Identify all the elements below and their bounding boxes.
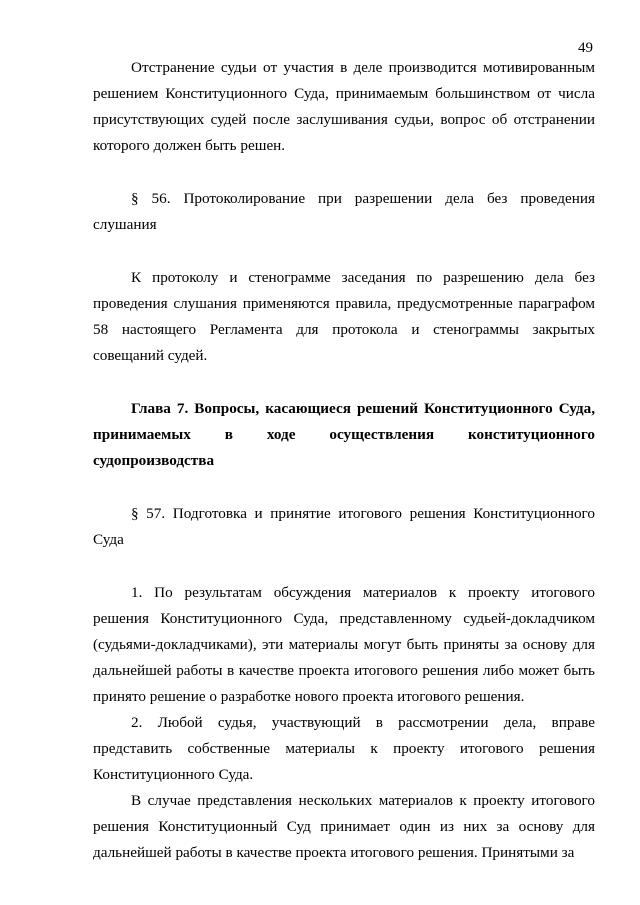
paragraph-protocol-rules: К протоколу и стенограмме заседания по разрешению дела без проведения слушания применяются правила, предусмотренные параграфом 58 настоящего Регламента для протокола и стенограммы закрытых совещаний судей.: [93, 269, 595, 364]
paragraph-recusal-decision: Отстранение судьи от участия в деле производится мотивированным решением Конституционного Суда, принимаемым большинством от числа присутствующих судей после заслушивания судьи, вопрос об отстранении которого должен быть решен.: [93, 59, 595, 154]
section-title-57: § 57. Подготовка и принятие итогового решения Конституционного Суда: [93, 505, 595, 548]
chapter-heading-7: Глава 7. Вопросы, касающиеся решений Конституционного Суда, принимаемых в ходе осуществления конституционного судопроизводства: [93, 400, 595, 469]
page-number: 49: [578, 40, 593, 56]
paragraph-item-2: 2. Любой судья, участвующий в рассмотрении дела, вправе представить собственные материалы к проекту итогового решения Конституционного Суда.: [93, 714, 595, 783]
section-title-56: § 56. Протоколирование при разрешении дела без проведения слушания: [93, 190, 595, 233]
page-body: [93, 55, 595, 866]
paragraph-multiple-materials: В случае представления нескольких материалов к проекту итогового решения Конституционный Суд принимает один из них за основу для дальнейшей работы в качестве проекта итогового решения. Принятыми за: [93, 792, 595, 861]
paragraph-item-1: 1. По результатам обсуждения материалов к проекту итогового решения Конституционного Суда, представленному судьей-докладчиком (судьями-докладчиками), эти материалы могут быть приняты за основу для дальнейшей работы в качестве проекта итогового решения либо может быть принято решение о разработке нового проекта итогового решения.: [93, 584, 595, 705]
